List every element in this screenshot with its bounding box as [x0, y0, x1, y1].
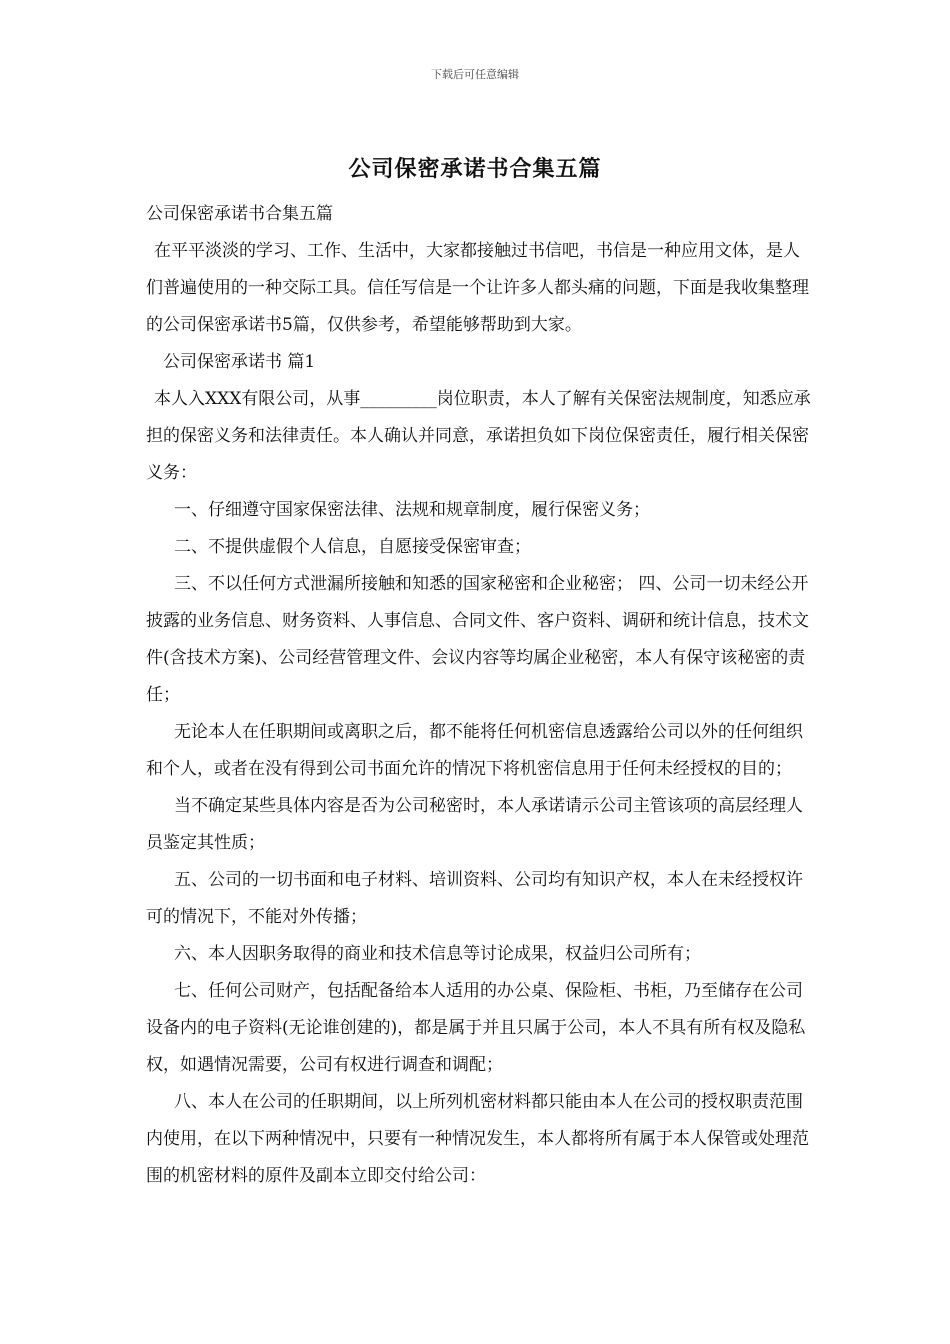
confidentiality-paragraph: 无论本人在任职期间或离职之后，都不能将任何机密信息透露给公司以外的任何组织和个人，或者在没有得到公司书面允许的情况下将机密信息用于任何未经授权的目的； [146, 722, 803, 779]
clause-6: 六、本人因职务取得的商业和技术信息等讨论成果，权益归公司所有； [174, 944, 701, 964]
clause-5: 五、公司的一切书面和电子材料、培训资料、公司均有知识产权，本人在未经授权许可的情况下，不能对外传播； [146, 870, 803, 927]
uncertainty-paragraph: 当不确定某些具体内容是否为公司秘密时，本人承诺请示公司主管该项的高层经理人员鉴定其性质； [146, 796, 803, 853]
document-title: 公司保密承诺书合集五篇 [348, 156, 602, 182]
clause-2: 二、不提供虚假个人信息，自愿接受保密审查； [174, 537, 531, 557]
subtitle-paragraph: 公司保密承诺书合集五篇 [146, 204, 333, 224]
section-heading: 公司保密承诺书 篇1 [163, 352, 316, 372]
clause-1: 一、仔细遵守国家保密法律、法规和规章制度，履行保密义务； [174, 500, 650, 520]
clause-7: 七、任何公司财产，包括配备给本人适用的办公桌、保险柜、书柜，乃至储存在公司设备内的电子资料(无论谁创建的)，都是属于并且只属于公司，本人不具有所有权及隐私权，如遇情况需要，公司有权进行调查和调配； [146, 981, 806, 1075]
clause-3-4: 三、不以任何方式泄漏所接触和知悉的国家秘密和企业秘密； 四、公司一切未经公开披露的业务信息、财务资料、人事信息、合同文件、客户资料、调研和统计信息，技术文件(含技术方案)、公司经营管理文件、会议内容等均属企业秘密，本人有保守该秘密的责任； [146, 574, 809, 705]
header-note: 下载后可任意编辑 [431, 68, 519, 81]
commitment-paragraph: 本人入XXX有限公司，从事_________岗位职责，本人了解有关保密法规制度，知悉应承担的保密义务和法律责任。本人确认并同意，承诺担负如下岗位保密责任，履行相关保密义务： [146, 389, 811, 483]
document-body [146, 196, 814, 1195]
clause-8: 八、本人在公司的任职期间，以上所列机密材料都只能由本人在公司的授权职责范围内使用，在以下两种情况中，只要有一种情况发生，本人都将所有属于本人保管或处理范围的机密材料的原件及副本立即交付给公司： [146, 1092, 809, 1186]
intro-paragraph: 在平平淡淡的学习、工作、生活中，大家都接触过书信吧，书信是一种应用文体，是人们普遍使用的一种交际工具。信任写信是一个让许多人都头痛的问题，下面是我收集整理的公司保密承诺书5篇，仅供参考，希望能够帮助到大家。 [146, 241, 809, 335]
